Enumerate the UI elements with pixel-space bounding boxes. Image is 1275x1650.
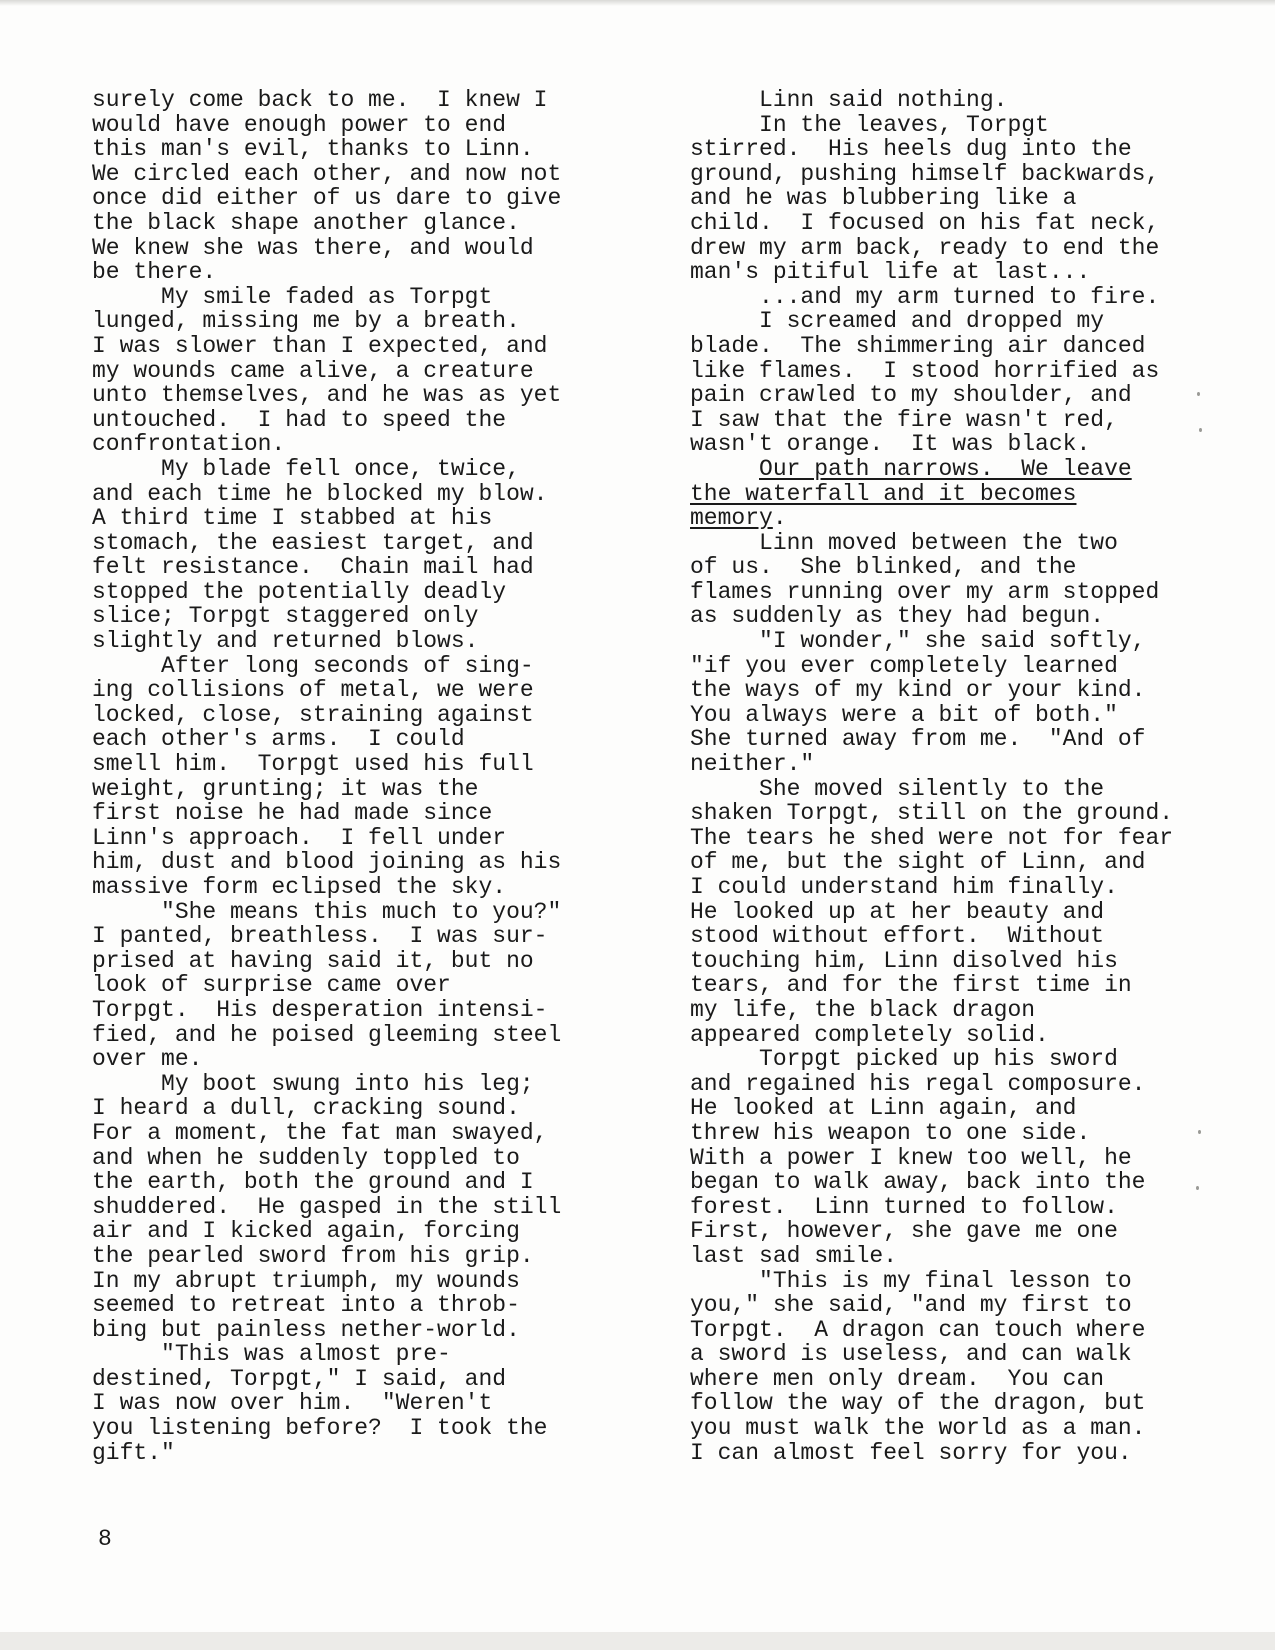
text-line: pain crawled to my shoulder, and xyxy=(690,382,1132,409)
text-line: "She means this much to you?" xyxy=(92,898,562,925)
underlined-text: Our path narrows. We leave xyxy=(759,455,1132,482)
text-line: untouched. I had to speed the xyxy=(92,406,507,433)
text-line: shaken Torpgt, still on the ground. xyxy=(690,800,1174,827)
text-line: Linn said nothing. xyxy=(690,87,1008,113)
text-line: I was slower than I expected, and xyxy=(92,332,548,359)
text-line: my wounds came alive, a creature xyxy=(92,357,534,384)
text-line: stomach, the easiest target, and xyxy=(92,529,534,556)
text-line: my life, the black dragon xyxy=(690,996,1036,1023)
text-line: I was now over him. "Weren't xyxy=(92,1390,493,1417)
text-line: massive form eclipsed the sky. xyxy=(92,874,507,900)
text-line: In my abrupt triumph, my wounds xyxy=(92,1267,520,1294)
text-line: first noise he had made since xyxy=(92,800,493,827)
text-line: each other's arms. I could xyxy=(92,726,465,753)
text-line: like flames. I stood horrified as xyxy=(690,357,1160,384)
text-line: Linn's approach. I fell under xyxy=(92,824,507,851)
text-line: gift." xyxy=(92,1439,175,1466)
underlined-text: memory xyxy=(690,505,773,532)
text-line: forest. Linn turned to follow. xyxy=(690,1193,1118,1220)
text-line: air and I kicked again, forcing xyxy=(92,1218,520,1245)
text-line: blade. The shimmering air danced xyxy=(690,332,1146,359)
text-line: The tears he shed were not for fear xyxy=(690,824,1174,851)
text-line: the ways of my kind or your kind. xyxy=(690,677,1146,704)
text-line: With a power I knew too well, he xyxy=(690,1144,1132,1171)
text-line: began to walk away, back into the xyxy=(690,1169,1146,1196)
text-line: surely come back to me. I knew I xyxy=(92,87,548,113)
text-line: "This is my final lesson to xyxy=(690,1267,1132,1294)
text-line: a sword is useless, and can walk xyxy=(690,1341,1132,1368)
trailing-punctuation: . xyxy=(772,505,787,532)
text-line: last sad smile. xyxy=(690,1242,898,1269)
text-line: My boot swung into his leg; xyxy=(92,1070,534,1097)
text-line: prised at having said it, but no xyxy=(92,947,534,974)
text-line: bing but painless nether-world. xyxy=(92,1316,520,1343)
text-line: I could understand him finally. xyxy=(690,874,1118,900)
text-line: destined, Torpgt," I said, and xyxy=(92,1365,507,1392)
text-line: I heard a dull, cracking sound. xyxy=(92,1095,520,1122)
text-line: She turned away from me. "And of xyxy=(690,726,1146,753)
text-line: look of surprise came over xyxy=(92,972,451,999)
text-line: First, however, she gave me one xyxy=(690,1218,1118,1245)
text-line: She moved silently to the xyxy=(690,775,1105,802)
text-line: ground, pushing himself backwards, xyxy=(690,160,1160,187)
text-line: stopped the potentially deadly xyxy=(92,578,507,605)
text-line: of us. She blinked, and the xyxy=(690,554,1077,581)
text-line: and when he suddenly toppled to xyxy=(92,1144,520,1171)
text-line: A third time I stabbed at his xyxy=(92,505,493,532)
text-line: neither." xyxy=(690,751,815,778)
text-line: "This was almost pre- xyxy=(92,1341,451,1368)
text-line: once did either of us dare to give xyxy=(92,185,562,212)
text-line: as suddenly as they had begun. xyxy=(690,603,1105,630)
left-text-column xyxy=(92,88,622,1465)
text-line: Torpgt. A dragon can touch where xyxy=(690,1316,1146,1343)
text-line: be there. xyxy=(92,259,217,286)
text-line: seemed to retreat into a throb- xyxy=(92,1292,520,1319)
text-line: slightly and returned blows. xyxy=(92,628,479,655)
text-line: I screamed and dropped my xyxy=(690,308,1105,335)
text-line xyxy=(690,506,1260,531)
text-line: over me. xyxy=(92,1046,203,1073)
text-line: appeared completely solid. xyxy=(690,1021,1049,1048)
page-number: 8 xyxy=(98,1526,112,1552)
text-line: In the leaves, Torpgt xyxy=(690,111,1049,138)
text-line: Torpgt. His desperation intensi- xyxy=(92,996,548,1023)
text-line: the black shape another glance. xyxy=(92,209,520,236)
text-line: I saw that the fire wasn't red, xyxy=(690,406,1118,433)
text-line: ...and my arm turned to fire. xyxy=(690,283,1160,310)
scan-speck xyxy=(1196,1186,1199,1190)
scan-speck xyxy=(1199,428,1202,432)
underlined-text: the waterfall and it becomes xyxy=(690,480,1077,507)
text-line: you," she said, "and my first to xyxy=(690,1292,1132,1319)
text-line: smell him. Torpgt used his full xyxy=(92,751,534,778)
text-line: you must walk the world as a man. xyxy=(690,1415,1146,1442)
text-line: I panted, breathless. I was sur- xyxy=(92,923,548,950)
text-line: I can almost feel sorry for you. xyxy=(690,1439,1132,1466)
right-text-column xyxy=(690,88,1260,1465)
text-line xyxy=(690,482,1260,507)
text-line: of me, but the sight of Linn, and xyxy=(690,849,1146,876)
text-line: this man's evil, thanks to Linn. xyxy=(92,136,534,163)
text-line: touching him, Linn disolved his xyxy=(690,947,1118,974)
text-line: He looked up at her beauty and xyxy=(690,898,1105,925)
text-line: We knew she was there, and would xyxy=(92,234,534,261)
text-line: My smile faded as Torpgt xyxy=(92,283,493,310)
text-line: where men only dream. You can xyxy=(690,1365,1105,1392)
text-line: drew my arm back, ready to end the xyxy=(690,234,1160,261)
text-line: fied, and he poised gleeming steel xyxy=(92,1021,562,1048)
text-line: and he was blubbering like a xyxy=(690,185,1077,212)
scan-speck xyxy=(1198,1130,1201,1134)
text-line: "I wonder," she said softly, xyxy=(690,628,1146,655)
text-line: the pearled sword from his grip. xyxy=(92,1242,534,1269)
text-line: lunged, missing me by a breath. xyxy=(92,308,520,335)
text-line: follow the way of the dragon, but xyxy=(690,1390,1146,1417)
scan-speck xyxy=(1197,392,1200,396)
text-line: man's pitiful life at last... xyxy=(690,259,1091,286)
text-line: My blade fell once, twice, xyxy=(92,455,520,482)
text-line: tears, and for the first time in xyxy=(690,972,1132,999)
text-line: unto themselves, and he was as yet xyxy=(92,382,562,409)
text-line: Torpgt picked up his sword xyxy=(690,1046,1118,1073)
text-line: After long seconds of sing- xyxy=(92,652,534,679)
text-line: We circled each other, and now not xyxy=(92,160,562,187)
text-line: wasn't orange. It was black. xyxy=(690,431,1091,458)
text-line: shuddered. He gasped in the still xyxy=(92,1193,562,1220)
text-line: flames running over my arm stopped xyxy=(690,578,1160,605)
text-line: and each time he blocked my blow. xyxy=(92,480,548,507)
text-line: and regained his regal composure. xyxy=(690,1070,1146,1097)
text-line: ing collisions of metal, we were xyxy=(92,677,534,704)
bottom-page-edge xyxy=(0,1632,1275,1650)
text-line xyxy=(690,457,1260,482)
text-line: stood without effort. Without xyxy=(690,923,1105,950)
text-line: For a moment, the fat man swayed, xyxy=(92,1119,548,1146)
text-line: you listening before? I took the xyxy=(92,1415,548,1442)
text-line: felt resistance. Chain mail had xyxy=(92,554,534,581)
text-line: threw his weapon to one side. xyxy=(690,1119,1091,1146)
text-line: slice; Torpgt staggered only xyxy=(92,603,479,630)
text-line: "if you ever completely learned xyxy=(690,652,1118,679)
text-line: the earth, both the ground and I xyxy=(92,1169,534,1196)
text-line: would have enough power to end xyxy=(92,111,507,138)
text-line: stirred. His heels dug into the xyxy=(690,136,1132,163)
text-line: weight, grunting; it was the xyxy=(92,775,479,802)
text-line: child. I focused on his fat neck, xyxy=(690,209,1160,236)
text-line: locked, close, straining against xyxy=(92,701,534,728)
text-line: him, dust and blood joining as his xyxy=(92,849,562,876)
line-indent xyxy=(690,456,759,482)
text-line: You always were a bit of both." xyxy=(690,701,1118,728)
text-line: confrontation. xyxy=(92,431,286,458)
top-edge-shadow xyxy=(0,0,1275,6)
text-line: He looked at Linn again, and xyxy=(690,1095,1077,1122)
text-line: Linn moved between the two xyxy=(690,529,1118,556)
